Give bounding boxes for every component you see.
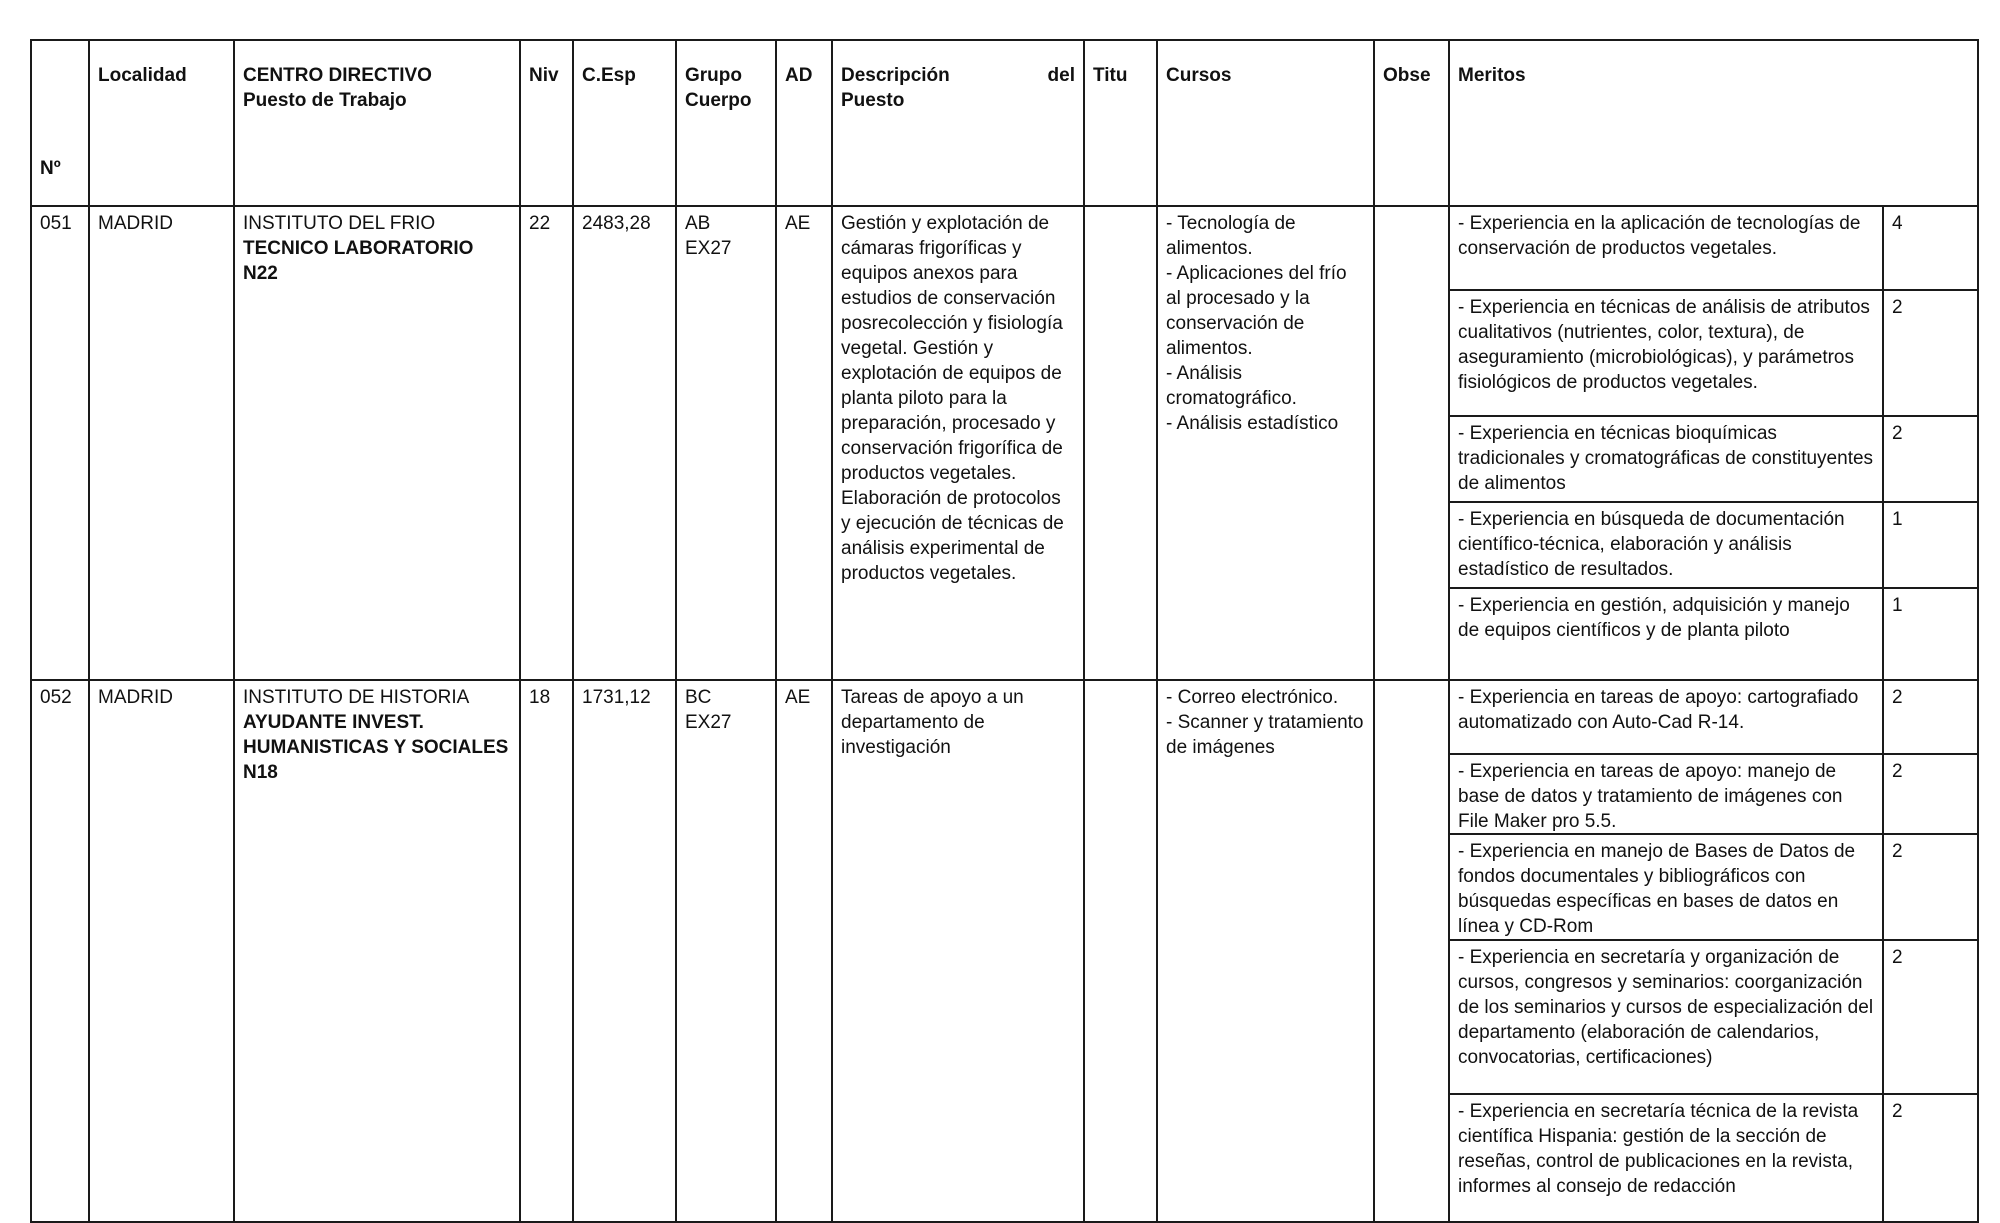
merit-text: - Experiencia en gestión, adquisición y manejo de equipos científicos y de planta piloto (1450, 589, 1884, 679)
cell-centro (234, 680, 520, 1222)
table-row (31, 206, 1978, 680)
merit-item (1450, 207, 1977, 291)
puesto-name: TECNICO LABORATORIO N22 (243, 238, 474, 284)
centro-name: INSTITUTO DEL FRIO (243, 213, 436, 234)
merit-item (1450, 681, 1977, 755)
merit-text: - Experiencia en secretaría y organización de cursos, congresos y seminarios: coorganización de los seminarios y cursos de especialización del departamento (elaboración de calendarios, convocatorias, certificaciones) (1450, 941, 1884, 1093)
table-header-row (31, 40, 1978, 206)
cell-cesp: 2483,28 (573, 206, 676, 680)
header-obse: Obse (1374, 40, 1449, 206)
table-row (31, 680, 1978, 1222)
merit-item (1450, 503, 1977, 589)
cell-centro (234, 206, 520, 680)
merit-text: - Experiencia en manejo de Bases de Datos de fondos documentales y bibliográficos con búsquedas específicas en bases de datos en línea y CD-Rom (1450, 835, 1884, 939)
header-titu: Titu (1084, 40, 1157, 206)
cell-niv: 22 (520, 206, 573, 680)
cell-niv: 18 (520, 680, 573, 1222)
grupo-value: AB (685, 213, 711, 234)
header-meritos: Meritos (1449, 40, 1978, 206)
header-desc-line2: Puesto (841, 90, 905, 111)
merit-item (1450, 835, 1977, 941)
cell-localidad: MADRID (89, 680, 234, 1222)
merit-points: 1 (1892, 509, 1903, 530)
header-cursos: Cursos (1157, 40, 1374, 206)
merit-points: 2 (1892, 297, 1903, 318)
merit-points: 2 (1892, 841, 1903, 862)
merit-text: - Experiencia en búsqueda de documentación científico-técnica, elaboración y análisis estadístico de resultados. (1450, 503, 1884, 587)
merit-item (1450, 589, 1977, 679)
header-centro (234, 40, 520, 206)
cell-cursos: - Tecnología de alimentos. - Aplicaciones del frío al procesado y la conservación de alimentos. - Análisis cromatográfico. - Análisis estadístico (1157, 206, 1374, 680)
merit-points: 2 (1892, 687, 1903, 708)
puesto-name: AYUDANTE INVEST. HUMANISTICAS Y SOCIALES N18 (243, 712, 509, 783)
header-desc-word2: del (1047, 65, 1075, 86)
cell-ad: AE (776, 206, 832, 680)
header-centro-line1: CENTRO DIRECTIVO (243, 65, 432, 86)
document-page (30, 39, 1977, 1223)
cell-grupo (676, 206, 776, 680)
merit-points: 2 (1892, 1101, 1903, 1122)
cell-num: 051 (31, 206, 89, 680)
header-niv: Niv (520, 40, 573, 206)
header-ad: AD (776, 40, 832, 206)
cell-descripcion: Tareas de apoyo a un departamento de investigación (832, 680, 1084, 1222)
merit-item (1450, 1095, 1977, 1221)
header-descripcion (832, 40, 1084, 206)
cell-titu (1084, 206, 1157, 680)
merit-text: - Experiencia en secretaría técnica de la revista científica Hispania: gestión de la sección de reseñas, control de publicaciones en la revista, informes al consejo de redacción (1450, 1095, 1884, 1221)
header-centro-line2: Puesto de Trabajo (243, 90, 407, 111)
merit-points: 2 (1892, 761, 1903, 782)
header-num: Nº (31, 40, 89, 206)
merit-text: - Experiencia en técnicas de análisis de atributos cualitativos (nutrientes, color, textura), de aseguramiento (microbiológicas), y parámetros fisiológicos de productos vegetales. (1450, 291, 1884, 415)
merit-item (1450, 291, 1977, 417)
header-grupo-line2: Cuerpo (685, 90, 752, 111)
cuerpo-value: EX27 (685, 712, 732, 733)
header-grupo (676, 40, 776, 206)
merit-points: 4 (1892, 213, 1903, 234)
cell-num: 052 (31, 680, 89, 1222)
header-grupo-line1: Grupo (685, 65, 742, 86)
header-cesp: C.Esp (573, 40, 676, 206)
cell-ad: AE (776, 680, 832, 1222)
merit-points: 2 (1892, 947, 1903, 968)
merit-item (1450, 755, 1977, 835)
header-desc-word1: Descripción (841, 65, 950, 86)
cell-descripcion: Gestión y explotación de cámaras frigoríficas y equipos anexos para estudios de conservación posrecolección y fisiología vegetal. Gestión y explotación de equipos de planta piloto para la preparación, procesado y conservación frigorífica de productos vegetales. Elaboración de protocolos y ejecución de técnicas de análisis experimental de productos vegetales. (832, 206, 1084, 680)
cell-meritos (1449, 680, 1978, 1222)
cell-cesp: 1731,12 (573, 680, 676, 1222)
merit-text: - Experiencia en tareas de apoyo: manejo de base de datos y tratamiento de imágenes con File Maker pro 5.5. (1450, 755, 1884, 833)
cell-cursos: - Correo electrónico. - Scanner y tratamiento de imágenes (1157, 680, 1374, 1222)
grupo-value: BC (685, 687, 712, 708)
cell-meritos (1449, 206, 1978, 680)
merit-item (1450, 417, 1977, 503)
job-positions-table (30, 39, 1979, 1223)
merit-text: - Experiencia en la aplicación de tecnologías de conservación de productos vegetales. (1450, 207, 1884, 289)
header-localidad: Localidad (89, 40, 234, 206)
merit-points: 2 (1892, 423, 1903, 444)
cell-grupo (676, 680, 776, 1222)
cell-localidad: MADRID (89, 206, 234, 680)
cell-titu (1084, 680, 1157, 1222)
cell-obse (1374, 206, 1449, 680)
merit-points: 1 (1892, 595, 1903, 616)
cell-obse (1374, 680, 1449, 1222)
merit-item (1450, 941, 1977, 1095)
cuerpo-value: EX27 (685, 238, 732, 259)
merit-text: - Experiencia en técnicas bioquímicas tradicionales y cromatográficas de constituyentes de alimentos (1450, 417, 1884, 501)
centro-name: INSTITUTO DE HISTORIA (243, 687, 470, 708)
merit-text: - Experiencia en tareas de apoyo: cartografiado automatizado con Auto-Cad R-14. (1450, 681, 1884, 753)
